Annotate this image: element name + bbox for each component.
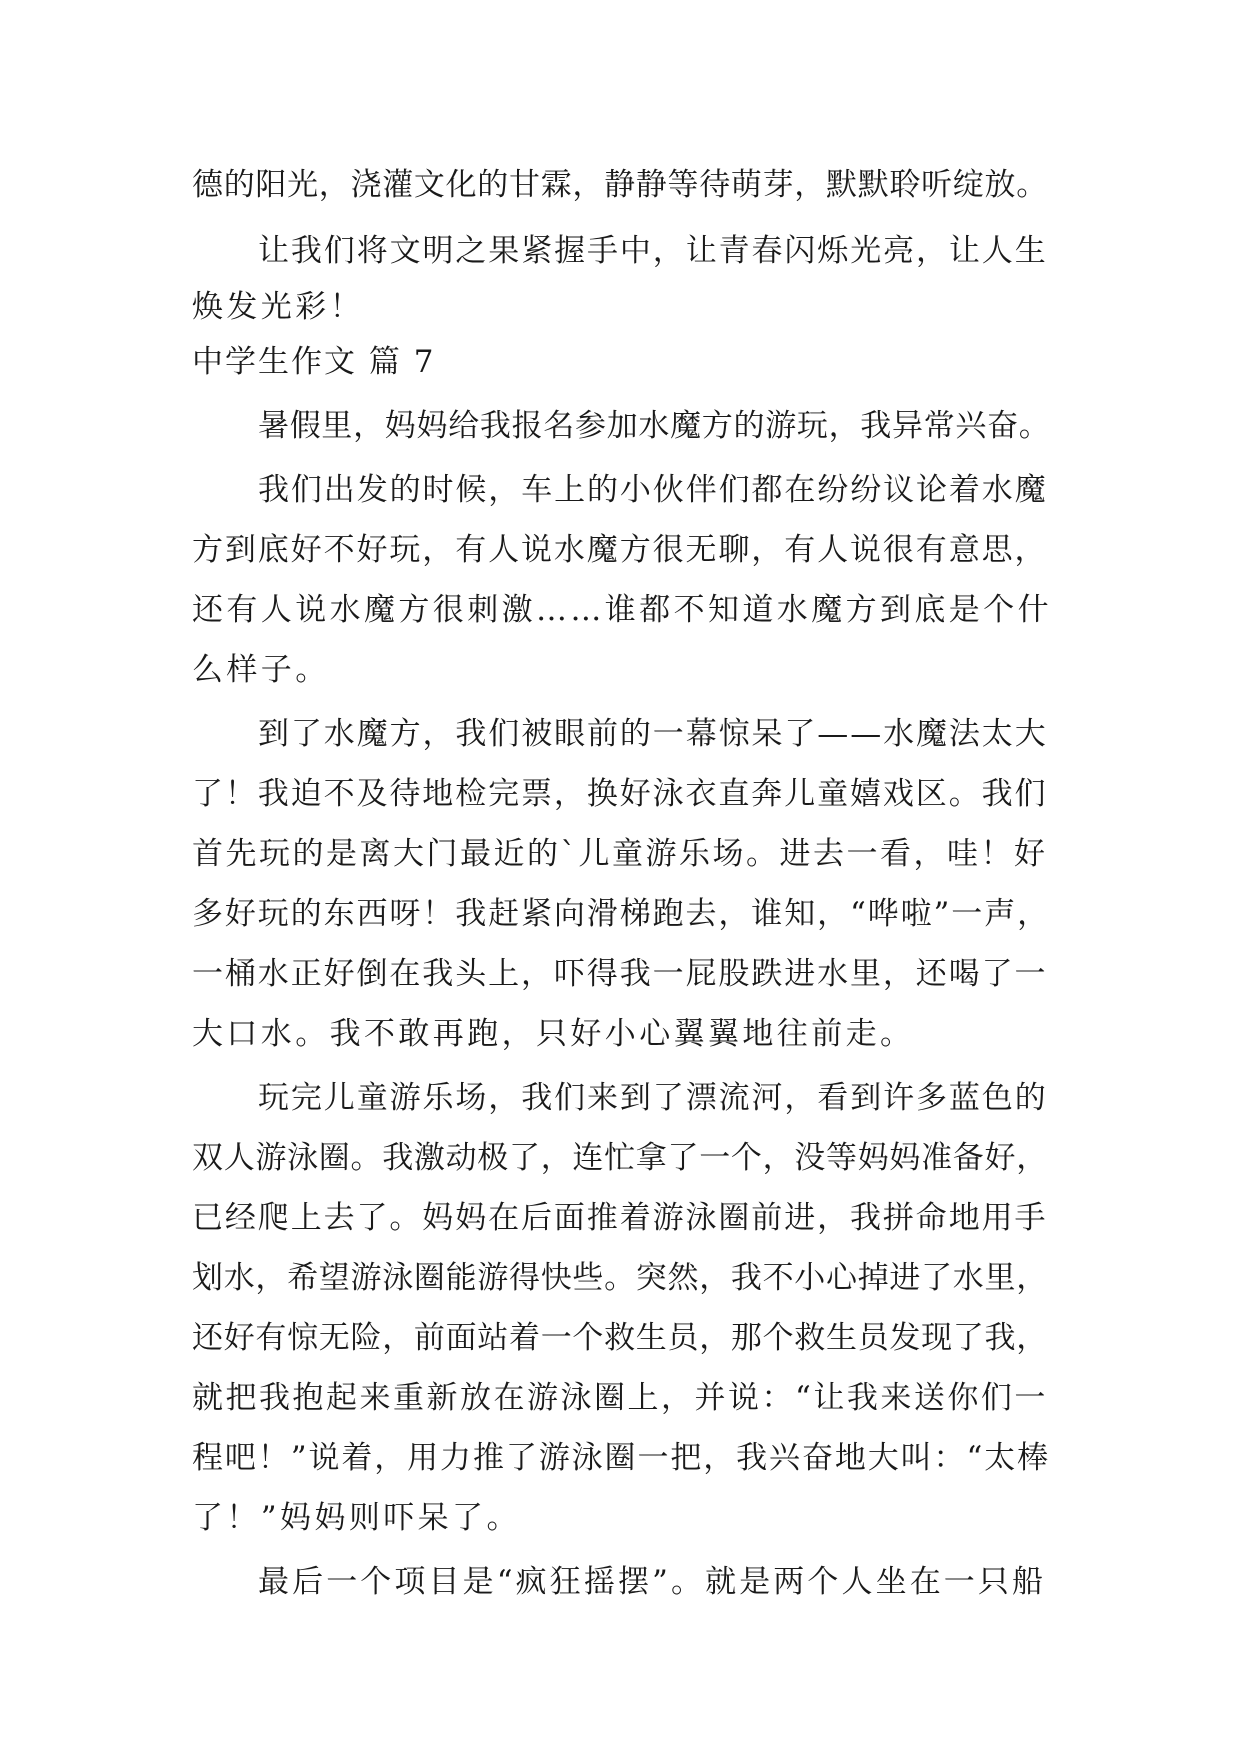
text-line: 一桶水正好倒在我头上，吓得我一屁股跌进水里，还喝了一: [192, 956, 1048, 992]
text-line: 到了水魔方，我们被眼前的一幕惊呆了——水魔法太大: [258, 716, 1048, 752]
text-line: 焕发光彩！: [192, 289, 364, 325]
text-line: 首先玩的是离大门最近的`儿童游乐场。进去一看，哇！好: [192, 836, 1048, 872]
text-line: 双人游泳圈。我激动极了，连忙拿了一个，没等妈妈准备好，: [192, 1140, 1048, 1176]
text-line: 我们出发的时候，车上的小伙伴们都在纷纷议论着水魔: [258, 472, 1048, 508]
text-line: 让我们将文明之果紧握手中，让青春闪烁光亮，让人生: [258, 233, 1048, 269]
text-line: 还有人说水魔方很刺激……谁都不知道水魔方到底是个什: [192, 592, 1052, 628]
text-line: 已经爬上去了。妈妈在后面推着游泳圈前进，我拼命地用手: [192, 1200, 1048, 1236]
text-line: 划水，希望游泳圈能游得快些。突然，我不小心掉进了水里，: [192, 1260, 1048, 1296]
text-line: 最后一个项目是“疯狂摇摆”。就是两个人坐在一只船: [258, 1564, 1047, 1600]
text-line: 了！”妈妈则吓呆了。: [192, 1500, 521, 1536]
text-line: 方到底好不好玩，有人说水魔方很无聊，有人说很有意思，: [192, 532, 1048, 568]
text-line: 多好玩的东西呀！我赶紧向滑梯跑去，谁知，“哗啦”一声，: [192, 896, 1050, 932]
text-line: 还好有惊无险，前面站着一个救生员，那个救生员发现了我，: [192, 1320, 1048, 1356]
text-line: 玩完儿童游乐场，我们来到了漂流河，看到许多蓝色的: [258, 1080, 1048, 1116]
text-line: 程吧！”说着，用力推了游泳圈一把，我兴奋地大叫：“太棒: [192, 1440, 1050, 1476]
text-line: 就把我抱起来重新放在游泳圈上，并说：“让我来送你们一: [192, 1380, 1048, 1416]
text-line: 暑假里，妈妈给我报名参加水魔方的游玩，我异常兴奋。: [258, 408, 1051, 444]
text-line: 了！我迫不及待地检完票，换好泳衣直奔儿童嬉戏区。我们: [192, 776, 1048, 812]
text-line: 么样子。: [192, 652, 330, 688]
text-line: 大口水。我不敢再跑，只好小心翼翼地往前走。: [192, 1016, 915, 1052]
section-heading: 中学生作文 篇 7: [192, 344, 436, 380]
text-line: 德的阳光，浇灌文化的甘霖，静静等待萌芽，默默聆听绽放。: [192, 167, 1048, 203]
